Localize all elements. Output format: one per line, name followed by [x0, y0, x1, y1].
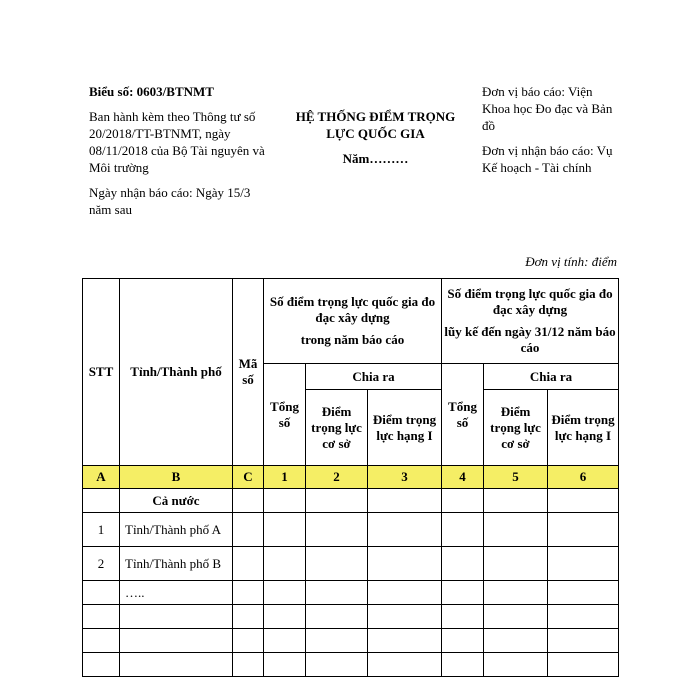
- header-class1-year: Điểm trọng lực hạng I: [368, 390, 442, 466]
- code-cell: 3: [368, 466, 442, 489]
- header-left: [89, 83, 274, 218]
- header-total-cumulative: Tổng số: [442, 364, 484, 466]
- unit-note: Đơn vị tính: điểm: [525, 254, 617, 269]
- header-stt: STT: [83, 279, 120, 466]
- header-code: Mã số: [233, 279, 264, 466]
- code-cell: A: [83, 466, 120, 489]
- table-row: [83, 547, 619, 581]
- header-group-cumulative: [442, 279, 619, 364]
- header-center: [283, 108, 468, 167]
- header-province: Tỉnh/Thành phố: [120, 279, 233, 466]
- code-cell: 6: [548, 466, 619, 489]
- code-cell: 1: [264, 466, 306, 489]
- report-table: [82, 278, 619, 677]
- header-breakdown-year: Chia ra: [306, 364, 442, 390]
- table-row: [83, 513, 619, 547]
- group-cumulative-title: Số điểm trọng lực quốc gia đo đạc xây dựng: [447, 286, 613, 317]
- report-title: HỆ THỐNG ĐIỂM TRỌNG LỰC QUỐC GIA: [295, 109, 456, 141]
- row-stt: [83, 581, 120, 605]
- code-cell: 5: [484, 466, 548, 489]
- group-cumulative-sub: lũy kế đến ngày 31/12 năm báo cáo: [444, 324, 616, 355]
- header-class1-cumulative: Điểm trọng lực hạng I: [548, 390, 619, 466]
- receiving-unit: Đơn vị nhận báo cáo: Vụ Kế hoạch - Tài chính: [482, 143, 613, 175]
- header-breakdown-cumulative: Chia ra: [484, 364, 619, 390]
- row-name: …..: [120, 581, 233, 605]
- row-stt: 1: [83, 513, 120, 547]
- table-row: [83, 653, 619, 677]
- table-row: [83, 489, 619, 513]
- group-year-title: Số điểm trọng lực quốc gia đo đạc xây dựng: [269, 294, 436, 325]
- header-base-cumulative: Điểm trọng lực cơ sở: [484, 390, 548, 466]
- table-row: [83, 605, 619, 629]
- row-stt: 2: [83, 547, 120, 581]
- form-code: Biểu số: 0603/BTNMT: [89, 84, 214, 99]
- code-cell: C: [233, 466, 264, 489]
- row-name: Tỉnh/Thành phố A: [120, 513, 233, 547]
- header-total-year: Tổng số: [264, 364, 306, 466]
- group-year-sub: trong năm báo cáo: [300, 332, 405, 347]
- code-cell: B: [120, 466, 233, 489]
- receipt-date: Ngày nhận báo cáo: Ngày 15/3 năm sau: [89, 185, 251, 217]
- reporting-unit: Đơn vị báo cáo: Viện Khoa học Đo đạc và Bản đồ: [482, 84, 613, 133]
- header-group-year: [264, 279, 442, 364]
- code-row: [83, 466, 619, 489]
- row-name: Cả nước: [120, 489, 233, 513]
- code-cell: 4: [442, 466, 484, 489]
- report-year: Năm………: [342, 151, 409, 166]
- table-row: [83, 629, 619, 653]
- row-name: Tỉnh/Thành phố B: [120, 547, 233, 581]
- table-row: [83, 581, 619, 605]
- issued-with: Ban hành kèm theo Thông tư số 20/2018/TT-BTNMT, ngày 08/11/2018 của Bộ Tài nguyên và Môi trường: [89, 109, 265, 175]
- code-cell: 2: [306, 466, 368, 489]
- row-stt: [83, 489, 120, 513]
- header-right: [482, 83, 617, 176]
- header-base-year: Điểm trọng lực cơ sở: [306, 390, 368, 466]
